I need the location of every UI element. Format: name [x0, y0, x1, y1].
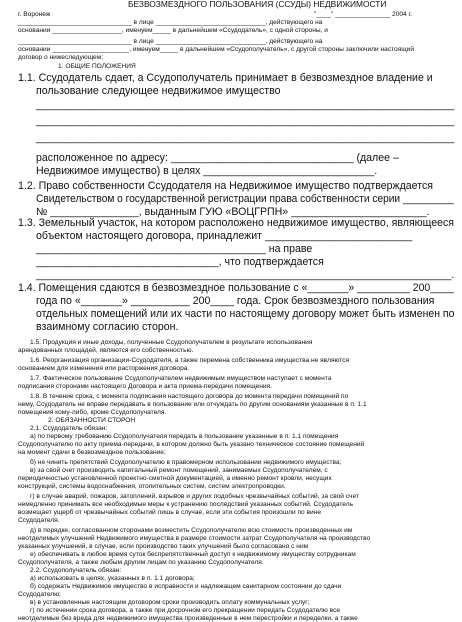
document-city: г. Воронеж — [18, 11, 51, 18]
clause-line: 1.3. Земельный участок, на котором расположено недвижимое имущество, являющееся — [18, 217, 455, 229]
section-heading: 2. ОБЯЗАННОСТИ СТОРОН — [48, 417, 136, 424]
clause-line: 1.6. Реорганизация организации-Ссудодателя, а также перемена собственника имущества не являются — [30, 357, 350, 364]
clause-line: _______________________________________________________________________ — [36, 132, 455, 144]
clause-line: неотделимых улучшений Недвижимого имущества в размере стоимости затрат Ссудополучателя на производство — [18, 535, 371, 542]
clause-line: арендованных площадей, являются его собственностью. — [18, 347, 194, 354]
clause-line: объектом настоящего договора, принадлежит _________________________ — [36, 230, 413, 242]
clause-line: 1.8. В течение срока, с момента подписания настоящего договора до момента передачи помещений по — [30, 393, 349, 400]
clause-line: Недвижимое имущество) в целях _____________________________. — [36, 165, 378, 177]
preamble-line: _______________________________ в лице ______________________________, действующего на — [18, 19, 323, 26]
preamble-line: основании _____________________, именуем_____ в дальнейшем «Ссудополучатель», с другой стороны заключили настоящий — [18, 46, 415, 53]
document-date: "____" _______________ 2004 г. — [314, 11, 412, 18]
clause-line: а) по первому требованию Ссудополучателя передать в пользование указанные в п. 1.1 помещения — [30, 433, 339, 440]
preamble-line: _______________________________ в лице ______________________________, действующего на — [18, 38, 323, 45]
clause-line: Ссудодателю; — [18, 591, 61, 598]
clause-line: указанных улучшений, в случае, если производство таких улучшений было согласовано с ним — [18, 543, 309, 550]
clause-line: Ссудодателя. — [18, 517, 60, 524]
clause-line: немедленно принимать все необходимые меры к устранению последствий указанных событий. Ссудодатель — [18, 501, 354, 508]
clause-line: 1.4. Помещения сдаются в безвозмездное пользование с «_______» _________ 200____ — [18, 282, 454, 294]
subsection-heading: 2.1. Ссудодатель обязан: — [30, 425, 108, 432]
clause-line: конструкций, системы водоснабжения, отопительных систем, систем электропроводки. — [18, 483, 286, 490]
clause-line: расположенное по адресу: _______________________________ (далее – — [36, 152, 399, 164]
clause-line: в) за свой счет производить капитальный ремонт помещений, занимаемых Ссудополучателем, с — [30, 467, 328, 474]
clause-line: отдельных помещений или их части по настоящему договору может быть изменен по — [36, 308, 455, 320]
clause-line: в) в установленные настоящим договором сроки производить оплату коммунальных услуг; — [30, 599, 310, 606]
clause-line: а) использовать в целях, указанных в п. 1.1 договора; — [30, 575, 195, 582]
document-title: БЕЗВОЗМЕЗДНОГО ПОЛЬЗОВАНИЯ (ССУДЫ) НЕДВИЖИМОСТИ — [128, 0, 387, 9]
clause-line: № _______________, выданным ГУЮ «ВОЦГРПН» _______________________. — [36, 206, 430, 218]
clause-line: Ссудополучателю по акту приема-передачи, в котором должно быть указано техническое состояние помещений — [18, 441, 365, 448]
clause-line: взаимному согласию сторон. — [36, 321, 179, 333]
subsection-heading: 2.2. Ссудополучатель обязан: — [30, 567, 122, 574]
clause-line: 1.7. Фактическое пользование Ссудополучателем недвижимым имуществом наступает с момента — [30, 375, 332, 382]
clause-line: неотделимые без вреда для недвижимого имущества произведенные в нем перестройки и переделки, а также — [18, 615, 358, 622]
clause-line: г) по истечении срока договора, а также при досрочном его прекращении передать Ссудодателю все — [30, 607, 341, 614]
clause-line: года по «_______» __________ 200____ года. Срок безвозмездного пользования — [36, 295, 435, 307]
clause-line: Свидетельством о государственной регистрации права собственности серии _________ — [36, 193, 454, 205]
clause-line: _______________________________, что подтверждается — [36, 256, 324, 268]
clause-line: д) в порядке, согласованном сторонами возместить Ссудополучателю всю стоимость произведенных им — [30, 527, 353, 534]
clause-line: подписания сторонами настоящего Договора и акта приема-передачи помещения. — [18, 383, 272, 390]
clause-line: _______________________________________ на праве — [36, 243, 313, 255]
clause-line: б) не чинить препятствий Ссудополучателю в правомерном использовании недвижимого имущества; — [30, 459, 342, 466]
clause-line: помещения кому-либо, кроме Ссудополучателя. — [18, 409, 167, 416]
clause-line: основанием для изменения или расторжения договора. — [18, 365, 190, 372]
clause-line: 1.2. Право собственности Ссудодателя на Недвижимое имущество подтверждается — [18, 180, 433, 192]
clause-line: б) содержать Недвижимое имущество в исправности и надлежащем санитарном состоянии до сдачи — [30, 583, 342, 590]
clause-line: пользование следующее недвижимое имущество — [36, 85, 281, 97]
preamble-line: основании ___________________, именуем_____ в дальнейшем «Ссудодатель», с одной стороны, и — [18, 27, 328, 34]
clause-line: _______________________________________________________________________. — [36, 269, 455, 281]
section-heading: 1. ОБЩИЕ ПОЛОЖЕНИЯ — [58, 63, 136, 70]
clause-line: _______________________________________________________________________ — [36, 99, 455, 111]
preamble-line: договор о нижеследующем: — [18, 54, 104, 61]
clause-line: на момент сдачи в безвозмездное пользование; — [18, 449, 166, 456]
clause-line: г) в случае аварий, пожаров, затоплений, взрывов и других подобных чрезвычайных событий, за свой счет — [30, 493, 359, 500]
clause-line: е) обеспечивать в любое время суток беспрепятственный доступ к недвижимому имуществу сотрудникам — [30, 551, 356, 558]
clause-line: 1.5. Продукция и иные доходы, полученные Ссудополучателем в результате использования — [30, 339, 313, 346]
clause-line: нему, Ссудодатель не вправе передавать в пользование или отчуждать по другим основаниям указанные в п. 1.1 — [18, 401, 367, 408]
clause-line: _______________________________________________________________________ — [36, 115, 455, 127]
clause-line: периодичностью установленной проектно-сметной документацией, а именно ремонт кровли, несущих — [18, 475, 332, 482]
clause-line: 1.1. Ссудодатель сдает, а Ссудополучатель принимает в безвозмездное владение и — [18, 72, 433, 84]
clause-line: Ссудополучателя, а также любым другим лицам по указанию Ссудополучателя. — [18, 559, 264, 566]
clause-line: возмещает ущерб от чрезвычайных событий лишь в случае, если эти события произошли по вине — [18, 509, 322, 516]
